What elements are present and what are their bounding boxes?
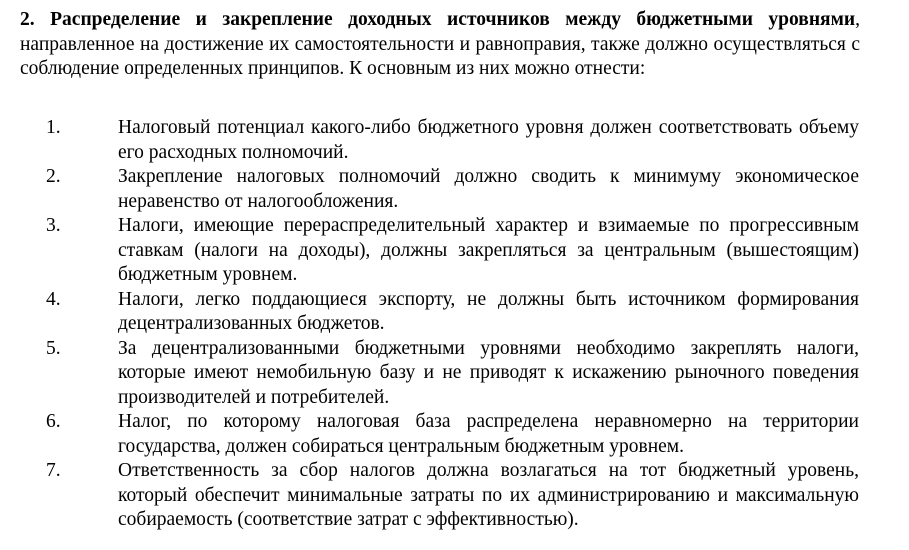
list-item	[0, 410, 909, 459]
item-text: Налоги, имеющие перераспределительный характер и взимаемые по прогрессивным ставкам (налоги на доходы), должны закрепляться за центральным (вышестоящим) бюджетным уровнем.	[118, 215, 859, 285]
item-text: Налоговый потенциал какого-либо бюджетного уровня должен соответствовать объему его расходных полномочий.	[118, 117, 859, 163]
item-number: 1.	[46, 117, 61, 138]
list-item	[0, 459, 909, 533]
item-text: Закрепление налоговых полномочий должно сводить к минимуму экономическое неравенство от налогообложения.	[118, 166, 859, 212]
item-number: 7.	[46, 460, 61, 481]
section-heading: 2. Распределение и закрепление доходных источников между бюджетными уровнями	[20, 9, 856, 30]
intro-paragraph	[20, 8, 860, 82]
list-item	[0, 116, 909, 165]
list-item	[0, 165, 909, 214]
list-item	[0, 288, 909, 337]
list-item	[0, 337, 909, 411]
item-number: 3.	[46, 215, 61, 236]
item-number: 6.	[46, 411, 61, 432]
list-item	[0, 214, 909, 288]
principles-list	[0, 116, 909, 533]
item-number: 4.	[46, 288, 61, 310]
item-text: Налоги, легко поддающиеся экспорту, не должны быть источником формирования децентрализованных бюджетов.	[118, 288, 859, 334]
item-text: За децентрализованными бюджетными уровнями необходимо закреплять налоги, которые имеют немобильную базу и не приводят к искажению рыночного поведения производителей и потребителей.	[118, 337, 859, 408]
item-number: 2.	[46, 166, 61, 187]
item-text: Ответственность за сбор налогов должна возлагаться на тот бюджетный уровень, который обеспечит минимальные затраты по их администрированию и максимальную собираемость (соответствие затрат с эффективностью).	[118, 460, 859, 530]
item-number: 5.	[46, 337, 61, 359]
intro-text: , направленное на достижение их самостоятельности и равноправия, также должно осуществляться с соблюдение определенных принципов. К основным из них можно отнести:	[20, 9, 860, 79]
item-text: Налог, по которому налоговая база распределена неравномерно на территории государства, должен собираться центральным бюджетным уровнем.	[118, 411, 859, 457]
